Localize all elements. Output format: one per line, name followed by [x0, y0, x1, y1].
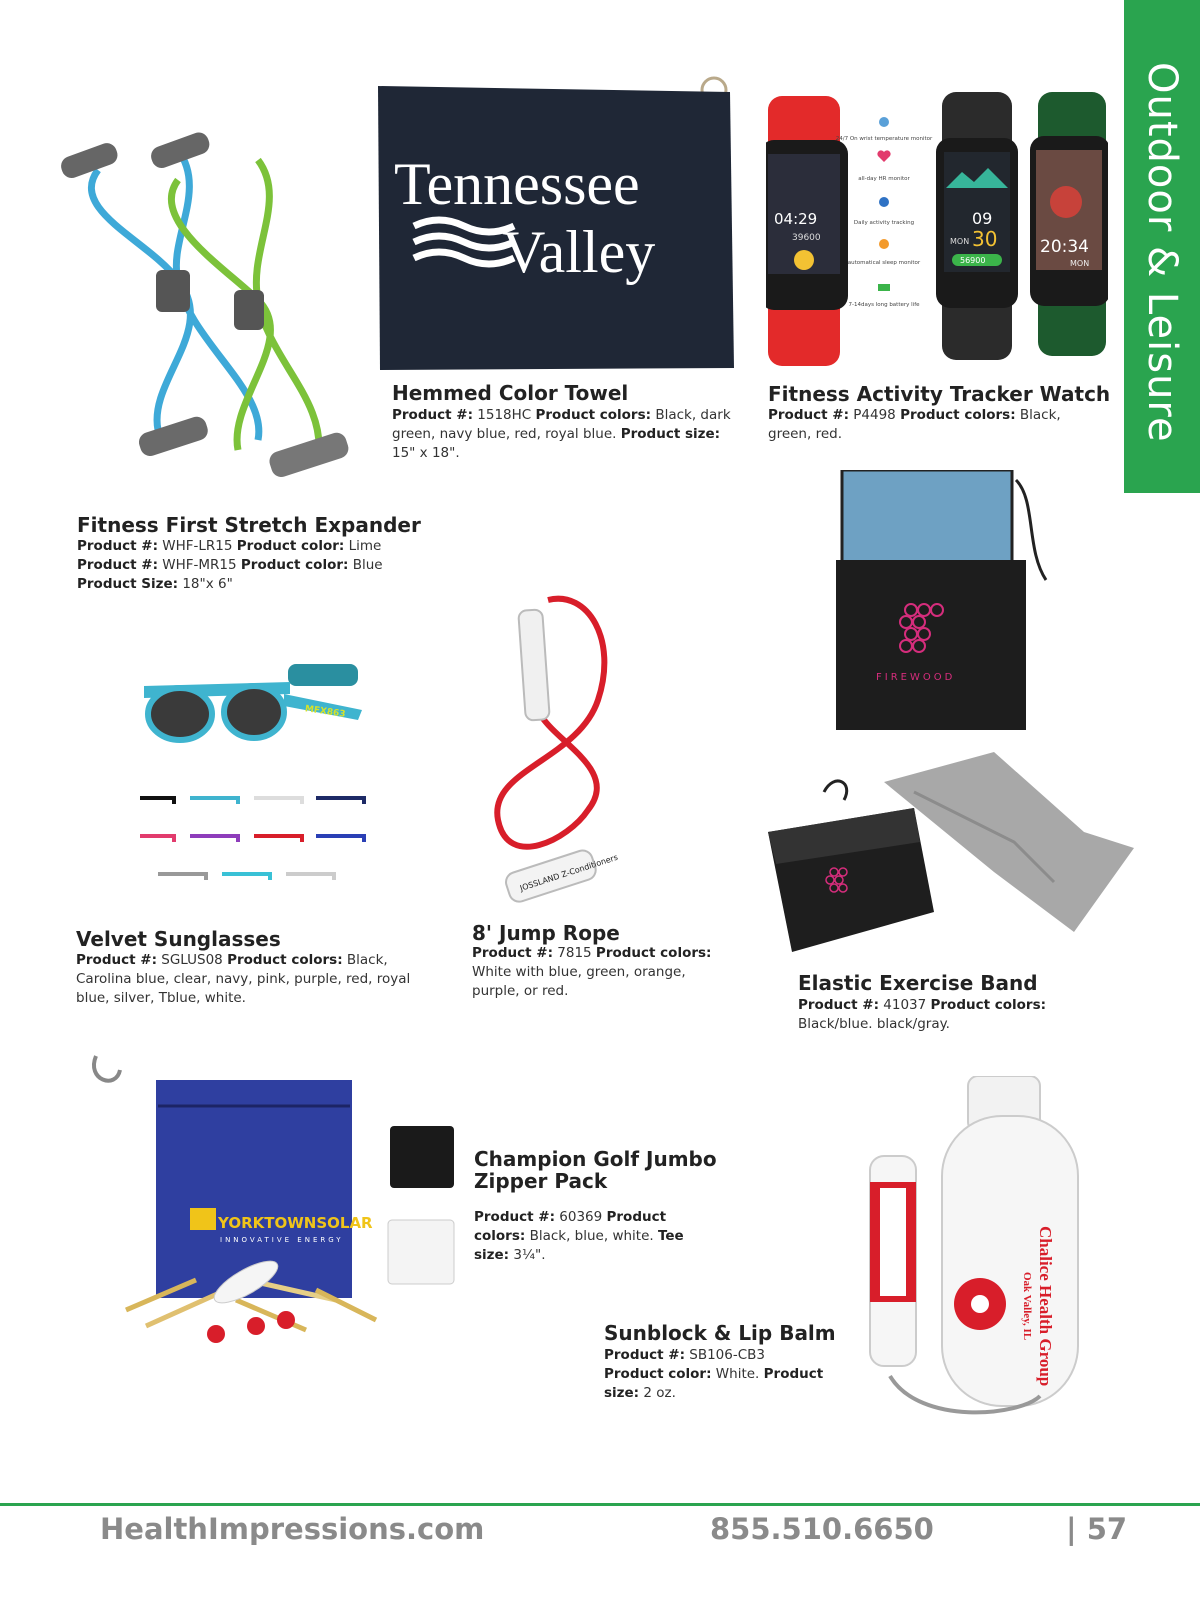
watch-steps-1: 39600	[792, 233, 821, 243]
sunblock-details: Product #: SB106-CB3 Product color: White. Product size: 2 oz.	[604, 1347, 824, 1401]
pouch-image	[836, 470, 1076, 732]
sunblock-imprint-sub: Oak Valley, IL	[1021, 1272, 1033, 1341]
watch-feature-2: all-day HR monitor	[858, 176, 910, 182]
rope-details: Product #: 7815 Product colors: White with blue, green, orange, purple, or red.	[472, 945, 712, 999]
expander-details: Product #: WHF-LR15 Product color: Lime Product #: WHF-MR15 Product color: Blue Product Size: 18"x 6"	[77, 538, 383, 592]
rope-name: 8' Jump Rope	[472, 921, 620, 945]
towel-details: Product #: 1518HC Product colors: Black, dark green, navy blue, red, royal blue. Product size: 15" x 18".	[392, 407, 731, 461]
golf-name: Champion Golf Jumbo Zipper Pack	[474, 1147, 717, 1193]
watch-time-1: 04:29	[774, 210, 818, 228]
watch-month: MON	[950, 237, 970, 246]
footer-phone: 855.510.6650	[710, 1512, 934, 1546]
sunblock-name: Sunblock & Lip Balm	[604, 1321, 836, 1345]
watch-name: Fitness Activity Tracker Watch	[768, 382, 1111, 406]
watch-time-3: 20:34	[1040, 237, 1089, 257]
band-details: Product #: 41037 Product colors: Black/blue. black/gray.	[798, 997, 1047, 1032]
golf-imprint: YORKTOWNSOLAR	[218, 1214, 373, 1232]
golf-pack-image	[86, 1050, 466, 1354]
watch-details: Product #: P4498 Product colors: Black, green, red.	[768, 407, 1061, 442]
pouch-imprint: FIREWOOD	[876, 672, 956, 683]
sunglasses-name: Velvet Sunglasses	[76, 927, 281, 951]
section-tab	[1124, 0, 1200, 493]
sunblock-imprint: Chalice Health Group	[1036, 1226, 1055, 1387]
expander-image	[58, 130, 378, 510]
sunglasses-details: Product #: SGLUS08 Product colors: Black, Carolina blue, clear, navy, pink, purple, red, royal blue, silver, Tblue, white.	[76, 952, 411, 1006]
watch-date: 30	[972, 227, 998, 251]
watch-feature-4: automatical sleep monitor	[847, 260, 921, 266]
expander-name: Fitness First Stretch Expander	[77, 513, 421, 537]
watch-mon-3: MON	[1070, 259, 1090, 268]
towel-imprint-line1: Tennessee	[394, 151, 640, 217]
jump-rope-image	[478, 580, 668, 910]
watch-feature-3: Daily activity tracking	[853, 220, 915, 226]
section-tab-label: Outdoor & Leisure	[1139, 62, 1185, 443]
golf-imprint-sub: INNOVATIVE ENERGY	[220, 1236, 344, 1244]
towel-name: Hemmed Color Towel	[392, 381, 629, 405]
towel-image	[374, 76, 736, 372]
towel-imprint-line2: Valley	[502, 219, 656, 285]
page-number: | 57	[1066, 1512, 1128, 1546]
watch-feature-1: 24/7 On wrist temperature monitor	[835, 136, 933, 142]
footer-rule	[0, 1503, 1200, 1506]
golf-details: Product #: 60369 Product colors: Black, blue, white. Tee size: 3¼".	[474, 1209, 684, 1263]
exercise-band-image	[764, 752, 1134, 962]
band-name: Elastic Exercise Band	[798, 971, 1038, 995]
sunblock-image	[860, 1076, 1090, 1436]
sunglasses-image	[140, 664, 380, 914]
sunglasses-imprint: MFX863	[304, 704, 347, 720]
watch-feature-5: 7-14days long battery life	[848, 302, 920, 308]
footer-website-link[interactable]: HealthImpressions.com	[100, 1512, 485, 1546]
watch-day: 09	[972, 209, 993, 228]
rope-imprint: JOSSLAND Z-Conditioners	[518, 852, 620, 893]
watch-image	[766, 92, 1108, 370]
watch-steps-2: 56900	[960, 256, 986, 265]
